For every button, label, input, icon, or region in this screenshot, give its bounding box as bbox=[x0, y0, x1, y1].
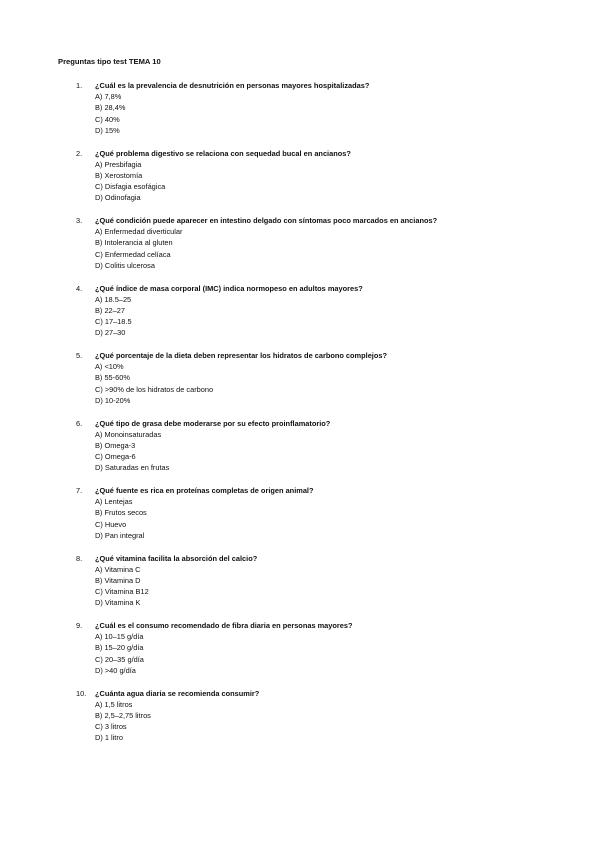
question-number: 5. bbox=[76, 351, 83, 360]
answer-option: C) Disfagia esofágica bbox=[95, 182, 166, 192]
answer-option: A) Enfermedad diverticular bbox=[95, 227, 183, 237]
question-list bbox=[0, 80, 600, 755]
answer-option: A) <10% bbox=[95, 362, 124, 372]
answer-options bbox=[95, 564, 149, 609]
answer-option: C) >90% de los hidratos de carbono bbox=[95, 384, 214, 394]
question-item bbox=[0, 283, 600, 351]
answer-option: D) 27–30 bbox=[95, 328, 126, 338]
question-number: 8. bbox=[76, 553, 83, 563]
answer-option: B) Xerostomía bbox=[95, 170, 143, 180]
answer-options bbox=[95, 361, 213, 406]
question-item bbox=[0, 350, 600, 418]
question-number: 3. bbox=[76, 216, 83, 225]
document-title: Preguntas tipo test TEMA 10 bbox=[58, 57, 161, 66]
answer-option: B) 28,4% bbox=[95, 103, 126, 113]
answer-option: D) Odinofagia bbox=[95, 193, 141, 203]
answer-options bbox=[95, 699, 151, 744]
question-text: ¿Qué condición puede aparecer en intestino delgado con síntomas poco marcados en ancianos? bbox=[95, 216, 438, 225]
answer-option: A) 18.5–25 bbox=[95, 294, 132, 304]
answer-options bbox=[95, 91, 125, 136]
question-number: 2. bbox=[76, 148, 83, 158]
answer-option: D) Pan integral bbox=[95, 530, 145, 540]
answer-option: D) >40 g/día bbox=[95, 665, 136, 675]
answer-option: B) Frutos secos bbox=[95, 508, 147, 518]
answer-option: A) Monoinsaturadas bbox=[95, 429, 162, 439]
answer-option: A) Lentejas bbox=[95, 497, 133, 507]
answer-option: C) 40% bbox=[95, 114, 120, 124]
answer-option: A) Vitamina C bbox=[95, 564, 141, 574]
question-text: ¿Qué porcentaje de la dieta deben representar los hidratos de carbono complejos? bbox=[95, 351, 388, 360]
answer-options bbox=[95, 159, 165, 204]
answer-options bbox=[95, 226, 183, 271]
question-text: ¿Qué índice de masa corporal (IMC) indica normopeso en adultos mayores? bbox=[95, 283, 363, 293]
question-item bbox=[0, 418, 600, 486]
question-item bbox=[0, 215, 600, 283]
answer-option: D) 1 litro bbox=[95, 733, 123, 743]
question-item bbox=[0, 620, 600, 688]
answer-options bbox=[95, 429, 169, 474]
question-text: ¿Qué vitamina facilita la absorción del calcio? bbox=[95, 553, 258, 563]
question-number: 9. bbox=[76, 621, 83, 630]
answer-option: D) Colitis ulcerosa bbox=[95, 260, 155, 270]
question-text: ¿Qué fuente es rica en proteínas completas de origen animal? bbox=[95, 486, 314, 495]
answer-option: C) Huevo bbox=[95, 519, 127, 529]
answer-option: A) 1,5 litros bbox=[95, 699, 133, 709]
answer-options bbox=[95, 294, 132, 339]
answer-option: C) 17–18.5 bbox=[95, 317, 132, 327]
question-text: ¿Cuál es el consumo recomendado de fibra diaria en personas mayores? bbox=[95, 621, 353, 630]
question-item bbox=[0, 485, 600, 553]
answer-option: C) Omega-6 bbox=[95, 452, 136, 462]
answer-option: A) 7,8% bbox=[95, 92, 122, 102]
answer-option: B) Intolerancia al gluten bbox=[95, 238, 173, 248]
question-text: ¿Qué tipo de grasa debe moderarse por su efecto proinflamatorio? bbox=[95, 418, 331, 428]
answer-option: B) Vitamina D bbox=[95, 575, 141, 585]
question-number: 4. bbox=[76, 283, 83, 293]
answer-option: C) 20–35 g/día bbox=[95, 654, 144, 664]
answer-option: B) 55-60% bbox=[95, 373, 130, 383]
question-text: ¿Qué problema digestivo se relaciona con sequedad bucal en ancianos? bbox=[95, 148, 351, 158]
question-text: ¿Cuánta agua diaria se recomienda consumir? bbox=[95, 688, 260, 698]
answer-option: D) 15% bbox=[95, 125, 120, 135]
question-item bbox=[0, 80, 600, 148]
answer-option: B) 15–20 g/día bbox=[95, 643, 144, 653]
answer-option: A) Presbifagia bbox=[95, 159, 142, 169]
question-text: ¿Cuál es la prevalencia de desnutrición en personas mayores hospitalizadas? bbox=[95, 81, 370, 90]
answer-options bbox=[95, 496, 147, 541]
answer-option: B) 2,5–2,75 litros bbox=[95, 710, 151, 720]
answer-option: D) Saturadas en frutas bbox=[95, 463, 170, 473]
question-number: 6. bbox=[76, 418, 83, 428]
answer-option: B) Omega-3 bbox=[95, 440, 136, 450]
question-number: 1. bbox=[76, 81, 83, 90]
question-number: 10. bbox=[76, 688, 87, 698]
question-number: 7. bbox=[76, 486, 83, 495]
answer-option: C) Vitamina B12 bbox=[95, 587, 149, 597]
answer-option: A) 10–15 g/día bbox=[95, 632, 144, 642]
answer-option: B) 22–27 bbox=[95, 305, 125, 315]
answer-options bbox=[95, 631, 144, 676]
question-item bbox=[0, 688, 600, 756]
answer-option: D) Vitamina K bbox=[95, 598, 141, 608]
question-item bbox=[0, 553, 600, 621]
answer-option: C) 3 litros bbox=[95, 722, 127, 732]
question-item bbox=[0, 148, 600, 216]
answer-option: C) Enfermedad celíaca bbox=[95, 249, 171, 259]
answer-option: D) 10-20% bbox=[95, 395, 131, 405]
